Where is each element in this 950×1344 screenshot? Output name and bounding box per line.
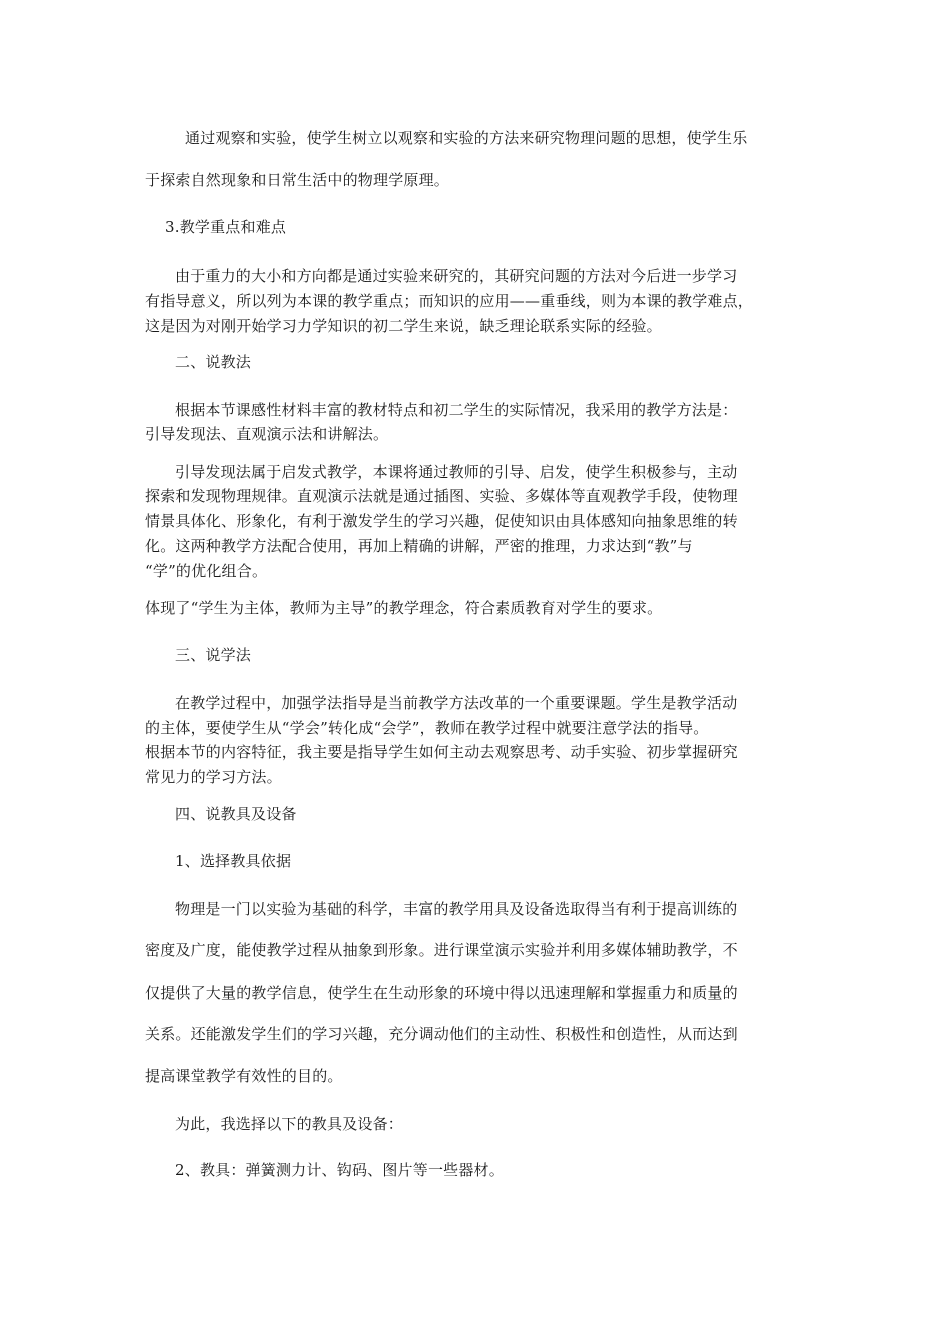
paragraph-line: 引导发现法属于启发式教学，本课将通过教师的引导、启发，使学生积极参与，主动 <box>175 463 738 481</box>
section-heading: 3.教学重点和难点 <box>165 218 287 236</box>
section-heading: 四、说教具及设备 <box>175 805 297 823</box>
paragraph-line: 探索和发现物理规律。直观演示法就是通过插图、实验、多媒体等直观教学手段，使物理 <box>145 487 738 505</box>
section-heading: 二、说教法 <box>175 353 252 371</box>
paragraph-line: 根据本节的内容特征，我主要是指导学生如何主动去观察思考、动手实验、初步掌握研究 <box>145 743 738 761</box>
paragraph-line: 情景具体化、形象化，有利于激发学生的学习兴趣，促使知识由具体感知向抽象思维的转 <box>145 512 738 530</box>
paragraph-line: 密度及广度，能使教学过程从抽象到形象。进行课堂演示实验并利用多媒体辅助教学，不 <box>145 941 738 959</box>
paragraph-line: 这是因为对刚开始学习力学知识的初二学生来说，缺乏理论联系实际的经验。 <box>145 317 662 335</box>
paragraph-line: 化。这两种教学方法配合使用，再加上精确的讲解，严密的推理，力求达到“教”与 <box>145 537 693 555</box>
paragraph-line: 由于重力的大小和方向都是通过实验来研究的，其研究问题的方法对今后进一步学习 <box>175 267 738 285</box>
paragraph-line: 在教学过程中，加强学法指导是当前教学方法改革的一个重要课题。学生是教学活动 <box>175 694 738 712</box>
paragraph-line: 常见力的学习方法。 <box>145 768 282 786</box>
paragraph-line: 体现了“学生为主体，教师为主导”的教学理念，符合素质教育对学生的要求。 <box>145 599 663 617</box>
paragraph-line: 物理是一门以实验为基础的科学，丰富的教学用具及设备选取得当有利于提高训练的 <box>175 900 738 918</box>
paragraph-line: 关系。还能激发学生们的学习兴趣，充分调动他们的主动性、积极性和创造性，从而达到 <box>145 1025 738 1043</box>
paragraph-line: 引导发现法、直观演示法和讲解法。 <box>145 425 389 443</box>
paragraph-line: 于探索自然现象和日常生活中的物理学原理。 <box>145 171 450 189</box>
paragraph-line: 通过观察和实验，使学生树立以观察和实验的方法来研究物理问题的思想，使学生乐 <box>185 129 748 147</box>
paragraph-line: 的主体，要使学生从“学会”转化成“会学”，教师在教学过程中就要注意学法的指导。 <box>145 719 709 737</box>
paragraph-line: 仅提供了大量的教学信息，使学生在生动形象的环境中得以迅速理解和掌握重力和质量的 <box>145 984 738 1002</box>
paragraph-line: 为此，我选择以下的教具及设备： <box>175 1115 404 1133</box>
section-heading: 三、说学法 <box>175 646 252 664</box>
paragraph-line: 提高课堂教学有效性的目的。 <box>145 1067 343 1085</box>
paragraph-line: 2、教具：弹簧测力计、钩码、图片等一些器材。 <box>175 1161 504 1179</box>
paragraph-line: 根据本节课感性材料丰富的教材特点和初二学生的实际情况，我采用的教学方法是： <box>175 401 738 419</box>
paragraph-line: “学”的优化组合。 <box>145 562 268 580</box>
subsection-heading: 1、选择教具依据 <box>175 852 292 870</box>
paragraph-line: 有指导意义，所以列为本课的教学重点；而知识的应用——重垂线，则为本课的教学难点， <box>145 292 754 310</box>
